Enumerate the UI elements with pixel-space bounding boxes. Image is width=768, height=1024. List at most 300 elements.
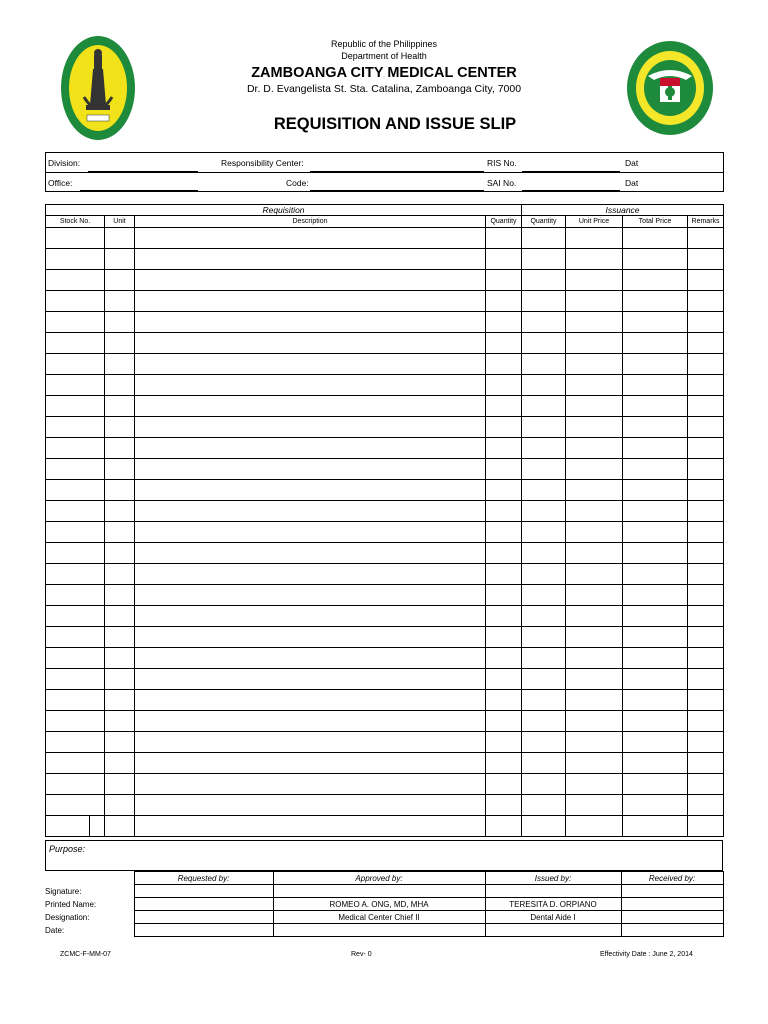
unit-price-cell[interactable] [566,291,623,312]
quantity-requested-cell[interactable] [486,291,522,312]
stock-cell[interactable] [46,690,105,711]
unit-price-cell[interactable] [566,270,623,291]
unit-cell[interactable] [105,480,135,501]
stock-cell[interactable] [46,396,105,417]
remarks-cell[interactable] [688,249,724,270]
remarks-cell[interactable] [688,501,724,522]
stock-cell[interactable] [46,270,105,291]
quantity-issued-cell[interactable] [522,711,566,732]
unit-price-cell[interactable] [566,816,623,837]
quantity-requested-cell[interactable] [486,585,522,606]
total-price-cell[interactable] [623,480,688,501]
description-cell[interactable] [135,627,486,648]
unit-cell[interactable] [105,648,135,669]
table-row [46,585,724,606]
unit-price-cell[interactable] [566,480,623,501]
description-cell[interactable] [135,228,486,249]
quantity-requested-cell[interactable] [486,564,522,585]
ris-no-label: RIS No. [487,158,517,168]
stock-cell[interactable] [46,816,90,837]
approved-by-header: Approved by: [273,872,485,885]
table-row [46,522,724,543]
total-price-cell[interactable] [623,333,688,354]
stock-cell[interactable] [46,417,105,438]
table-row [46,228,724,249]
quantity-requested-cell[interactable] [486,627,522,648]
quantity-requested-cell[interactable] [486,669,522,690]
remarks-cell[interactable] [688,417,724,438]
description-cell[interactable] [135,270,486,291]
unit-cell[interactable] [105,354,135,375]
unit-cell[interactable] [105,732,135,753]
remarks-cell[interactable] [688,690,724,711]
requested-signature-cell[interactable] [134,885,273,898]
total-price-cell[interactable] [623,543,688,564]
remarks-cell[interactable] [688,774,724,795]
description-cell[interactable] [135,333,486,354]
responsibility-center-field[interactable] [310,171,484,172]
quantity-issued-cell[interactable] [522,480,566,501]
table-row [46,648,724,669]
unit-price-cell[interactable] [566,711,623,732]
description-cell[interactable] [135,774,486,795]
issued-signature-cell[interactable] [485,885,621,898]
table-row [46,564,724,585]
unit-cell[interactable] [105,543,135,564]
unit-price-cell[interactable] [566,774,623,795]
total-price-cell[interactable] [623,417,688,438]
quantity-issued-cell[interactable] [522,375,566,396]
unit-cell[interactable] [105,711,135,732]
unit-cell[interactable] [105,417,135,438]
unit-price-cell[interactable] [566,375,623,396]
quantity-issued-cell[interactable] [522,438,566,459]
unit-cell[interactable] [105,501,135,522]
quantity-requested-cell[interactable] [486,732,522,753]
purpose-box[interactable] [45,840,723,871]
unit-cell[interactable] [105,606,135,627]
quantity-issued-cell[interactable] [522,270,566,291]
quantity-requested-cell[interactable] [486,774,522,795]
quantity-issued-cell[interactable] [522,669,566,690]
approver-designation: Medical Center Chief II [273,911,485,924]
stock-cell[interactable] [46,648,105,669]
quantity-issued-cell[interactable] [522,690,566,711]
unit-price-cell[interactable] [566,648,623,669]
stock-cell[interactable] [46,354,105,375]
quantity-issued-cell[interactable] [522,648,566,669]
unit-cell[interactable] [105,522,135,543]
date-label-top: Dat [625,158,639,168]
org-address: Dr. D. Evangelista St. Sta. Catalina, Zamboanga City, 7000 [246,83,522,95]
description-cell[interactable] [135,564,486,585]
issued-by-header: Issued by: [485,872,621,885]
ris-no-field[interactable] [522,171,620,172]
quantity-requested-cell[interactable] [486,228,522,249]
quantity-issued-cell[interactable] [522,585,566,606]
col-description: Description [135,216,486,228]
remarks-cell[interactable] [688,480,724,501]
stock-cell[interactable] [46,438,105,459]
stock-cell[interactable] [46,375,105,396]
stock-cell[interactable] [46,333,105,354]
unit-cell[interactable] [105,228,135,249]
unit-cell[interactable] [105,774,135,795]
stock-cell[interactable] [46,249,105,270]
table-row [46,438,724,459]
unit-price-cell[interactable] [566,690,623,711]
table-row [46,291,724,312]
total-price-cell[interactable] [623,249,688,270]
remarks-cell[interactable] [688,732,724,753]
table-row [46,669,724,690]
unit-cell[interactable] [105,564,135,585]
stock-subcell[interactable] [90,816,105,837]
total-price-cell[interactable] [623,312,688,333]
stock-cell[interactable] [46,606,105,627]
unit-cell[interactable] [105,753,135,774]
table-row [46,396,724,417]
table-row [46,690,724,711]
description-cell[interactable] [135,501,486,522]
remarks-cell[interactable] [688,396,724,417]
unit-cell[interactable] [105,459,135,480]
table-row [46,333,724,354]
designation-label: Designation: [45,911,134,924]
quantity-requested-cell[interactable] [486,795,522,816]
unit-price-cell[interactable] [566,438,623,459]
unit-cell[interactable] [105,669,135,690]
unit-cell[interactable] [105,375,135,396]
remarks-cell[interactable] [688,522,724,543]
remarks-cell[interactable] [688,291,724,312]
description-cell[interactable] [135,312,486,333]
description-cell[interactable] [135,753,486,774]
unit-cell[interactable] [105,396,135,417]
table-row [46,627,724,648]
remarks-cell[interactable] [688,669,724,690]
unit-price-cell[interactable] [566,606,623,627]
table-row [46,732,724,753]
org-name: ZAMBOANGA CITY MEDICAL CENTER [251,65,517,81]
issuer-name: TERESITA D. ORPIANO [485,898,621,911]
stock-cell[interactable] [46,522,105,543]
quantity-issued-cell[interactable] [522,312,566,333]
quantity-requested-cell[interactable] [486,543,522,564]
total-price-cell[interactable] [623,438,688,459]
quantity-issued-cell[interactable] [522,795,566,816]
description-cell[interactable] [135,291,486,312]
quantity-issued-cell[interactable] [522,291,566,312]
quantity-issued-cell[interactable] [522,774,566,795]
quantity-requested-cell[interactable] [486,375,522,396]
total-price-cell[interactable] [623,816,688,837]
unit-cell[interactable] [105,291,135,312]
stock-cell[interactable] [46,312,105,333]
quantity-issued-cell[interactable] [522,459,566,480]
unit-price-cell[interactable] [566,564,623,585]
remarks-cell[interactable] [688,354,724,375]
remarks-cell[interactable] [688,648,724,669]
requested-name-cell[interactable] [134,898,273,911]
remarks-cell[interactable] [688,606,724,627]
quantity-requested-cell[interactable] [486,333,522,354]
responsibility-center-label: Responsibility Center: [221,158,304,168]
quantity-requested-cell[interactable] [486,354,522,375]
effectivity-date: Effectivity Date : June 2, 2014 [600,951,693,958]
quantity-issued-cell[interactable] [522,753,566,774]
total-price-cell[interactable] [623,396,688,417]
description-cell[interactable] [135,375,486,396]
description-cell[interactable] [135,585,486,606]
description-cell[interactable] [135,648,486,669]
stock-cell[interactable] [46,480,105,501]
table-row [46,312,724,333]
unit-price-cell[interactable] [566,354,623,375]
remarks-cell[interactable] [688,564,724,585]
description-cell[interactable] [135,396,486,417]
table-row [46,480,724,501]
remarks-cell[interactable] [688,333,724,354]
quantity-issued-cell[interactable] [522,732,566,753]
total-price-cell[interactable] [623,459,688,480]
unit-price-cell[interactable] [566,522,623,543]
stock-cell[interactable] [46,564,105,585]
total-price-cell[interactable] [623,270,688,291]
received-date-cell[interactable] [621,924,723,937]
stock-cell[interactable] [46,711,105,732]
remarks-cell[interactable] [688,459,724,480]
col-unit: Unit [105,216,135,228]
quantity-issued-cell[interactable] [522,627,566,648]
unit-cell[interactable] [105,585,135,606]
purpose-label: Purpose: [49,844,86,854]
quantity-issued-cell[interactable] [522,816,566,837]
unit-cell[interactable] [105,312,135,333]
total-price-cell[interactable] [623,291,688,312]
quantity-issued-cell[interactable] [522,564,566,585]
description-cell[interactable] [135,543,486,564]
issued-date-cell[interactable] [485,924,621,937]
received-designation-cell[interactable] [621,911,723,924]
unit-price-cell[interactable] [566,627,623,648]
unit-price-cell[interactable] [566,543,623,564]
requested-designation-cell[interactable] [134,911,273,924]
stock-cell[interactable] [46,228,105,249]
quantity-requested-cell[interactable] [486,480,522,501]
total-price-cell[interactable] [623,711,688,732]
approved-signature-cell[interactable] [273,885,485,898]
description-cell[interactable] [135,522,486,543]
table-row [46,543,724,564]
description-cell[interactable] [135,249,486,270]
quantity-requested-cell[interactable] [486,438,522,459]
requisition-group-header: Requisition [46,205,522,216]
unit-cell[interactable] [105,438,135,459]
quantity-requested-cell[interactable] [486,501,522,522]
total-price-cell[interactable] [623,669,688,690]
description-cell[interactable] [135,795,486,816]
date-label-bottom: Dat [625,178,639,188]
quantity-requested-cell[interactable] [486,249,522,270]
unit-price-cell[interactable] [566,459,623,480]
remarks-cell[interactable] [688,795,724,816]
stock-cell[interactable] [46,669,105,690]
quantity-requested-cell[interactable] [486,396,522,417]
remarks-cell[interactable] [688,627,724,648]
description-cell[interactable] [135,606,486,627]
stock-cell[interactable] [46,795,105,816]
description-cell[interactable] [135,354,486,375]
department-text: Department of Health [341,51,427,61]
total-price-cell[interactable] [623,564,688,585]
description-cell[interactable] [135,711,486,732]
total-price-cell[interactable] [623,795,688,816]
remarks-cell[interactable] [688,753,724,774]
issuer-designation: Dental Aide I [485,911,621,924]
sai-no-label: SAI No. [487,178,517,188]
table-row [46,753,724,774]
unit-cell[interactable] [105,795,135,816]
quantity-requested-cell[interactable] [486,459,522,480]
unit-price-cell[interactable] [566,417,623,438]
requested-date-cell[interactable] [134,924,273,937]
total-price-cell[interactable] [623,690,688,711]
unit-cell[interactable] [105,249,135,270]
stock-cell[interactable] [46,501,105,522]
remarks-cell[interactable] [688,438,724,459]
total-price-cell[interactable] [623,648,688,669]
description-cell[interactable] [135,732,486,753]
office-field[interactable] [80,190,198,191]
description-cell[interactable] [135,690,486,711]
received-signature-cell[interactable] [621,885,723,898]
quantity-requested-cell[interactable] [486,522,522,543]
description-cell[interactable] [135,417,486,438]
division-field[interactable] [88,171,198,172]
stock-cell[interactable] [46,291,105,312]
total-price-cell[interactable] [623,228,688,249]
stock-cell[interactable] [46,627,105,648]
quantity-issued-cell[interactable] [522,522,566,543]
remarks-cell[interactable] [688,312,724,333]
signature-label: Signature: [45,885,134,898]
stock-cell[interactable] [46,753,105,774]
total-price-cell[interactable] [623,522,688,543]
republic-text: Republic of the Philippines [330,39,438,49]
col-stock-no: Stock No. [46,216,105,228]
table-row [46,270,724,291]
table-row [46,375,724,396]
issuance-group-header: Issuance [522,205,724,216]
quantity-issued-cell[interactable] [522,396,566,417]
remarks-cell[interactable] [688,711,724,732]
description-cell[interactable] [135,480,486,501]
description-cell[interactable] [135,459,486,480]
stock-cell[interactable] [46,774,105,795]
description-cell[interactable] [135,816,486,837]
remarks-cell[interactable] [688,585,724,606]
form-title: REQUISITION AND ISSUE SLIP [273,115,517,133]
quantity-issued-cell[interactable] [522,333,566,354]
quantity-requested-cell[interactable] [486,816,522,837]
unit-price-cell[interactable] [566,333,623,354]
approver-name: ROMEO A. ONG, MD, MHA [273,898,485,911]
remarks-cell[interactable] [688,228,724,249]
quantity-issued-cell[interactable] [522,354,566,375]
quantity-requested-cell[interactable] [486,711,522,732]
unit-price-cell[interactable] [566,396,623,417]
stock-cell[interactable] [46,459,105,480]
total-price-cell[interactable] [623,354,688,375]
code-field[interactable] [310,190,484,191]
stock-cell[interactable] [46,732,105,753]
description-cell[interactable] [135,669,486,690]
total-price-cell[interactable] [623,606,688,627]
unit-cell[interactable] [105,627,135,648]
table-row [46,501,724,522]
total-price-cell[interactable] [623,585,688,606]
unit-price-cell[interactable] [566,585,623,606]
unit-cell[interactable] [105,690,135,711]
unit-price-cell[interactable] [566,228,623,249]
quantity-requested-cell[interactable] [486,648,522,669]
quantity-requested-cell[interactable] [486,417,522,438]
total-price-cell[interactable] [623,753,688,774]
requested-by-header: Requested by: [134,872,273,885]
quantity-issued-cell[interactable] [522,606,566,627]
quantity-requested-cell[interactable] [486,690,522,711]
unit-cell[interactable] [105,270,135,291]
quantity-issued-cell[interactable] [522,543,566,564]
unit-price-cell[interactable] [566,753,623,774]
quantity-requested-cell[interactable] [486,312,522,333]
quantity-requested-cell[interactable] [486,753,522,774]
stock-cell[interactable] [46,585,105,606]
unit-price-cell[interactable] [566,249,623,270]
revision: Rev- 0 [351,951,372,958]
quantity-requested-cell[interactable] [486,270,522,291]
table-row [46,249,724,270]
approved-date-cell[interactable] [273,924,485,937]
total-price-cell[interactable] [623,627,688,648]
quantity-issued-cell[interactable] [522,501,566,522]
quantity-issued-cell[interactable] [522,228,566,249]
unit-price-cell[interactable] [566,669,623,690]
received-name-cell[interactable] [621,898,723,911]
total-price-cell[interactable] [623,501,688,522]
stock-cell[interactable] [46,543,105,564]
unit-price-cell[interactable] [566,501,623,522]
quantity-issued-cell[interactable] [522,249,566,270]
unit-price-cell[interactable] [566,795,623,816]
unit-price-cell[interactable] [566,732,623,753]
total-price-cell[interactable] [623,375,688,396]
remarks-cell[interactable] [688,816,724,837]
unit-cell[interactable] [105,816,135,837]
sai-no-field[interactable] [522,190,620,191]
total-price-cell[interactable] [623,732,688,753]
remarks-cell[interactable] [688,270,724,291]
quantity-issued-cell[interactable] [522,417,566,438]
remarks-cell[interactable] [688,375,724,396]
unit-cell[interactable] [105,333,135,354]
description-cell[interactable] [135,438,486,459]
unit-price-cell[interactable] [566,312,623,333]
total-price-cell[interactable] [623,774,688,795]
remarks-cell[interactable] [688,543,724,564]
quantity-requested-cell[interactable] [486,606,522,627]
